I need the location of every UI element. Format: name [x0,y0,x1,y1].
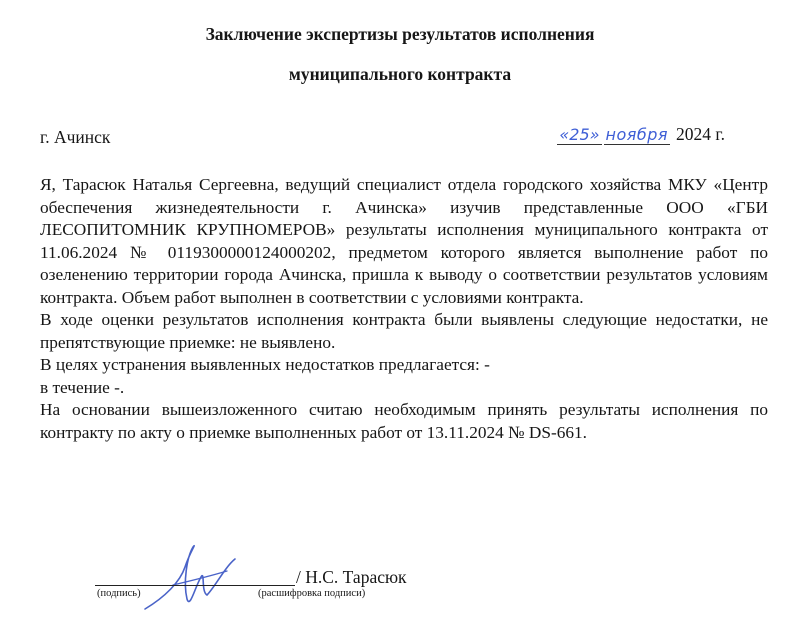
handwritten-day: «25» [559,125,600,144]
city-label: г. Ачинск [40,127,111,147]
decoding-caption: (расшифровка подписи) [258,588,366,599]
body-paragraph-4: в течение -. [40,377,125,397]
signature-caption: (подпись) [97,588,141,599]
handwritten-month: ноября [605,125,669,144]
body-paragraph-2: В ходе оценки результатов исполнения контракта были выявлены следующие недостатки, не препятствующие приемке: не выявлено. [40,310,768,352]
signature-block [0,555,800,615]
document-title-line2: муниципального контракта [288,64,512,84]
signatory-name: / Н.С. Тарасюк [296,567,407,587]
signature-line [95,585,295,586]
document-date [557,124,725,145]
date-year: 2024 г. [676,124,725,144]
document-body [40,174,768,444]
document-title-line1: Заключение экспертизы результатов исполнения [205,24,595,44]
body-paragraph-1: Я, Тарасюк Наталья Сергеевна, ведущий специалист отдела городского хозяйства МКУ «Центр обеспечения жизнедеятельности г. Ачинска» изучив представленные ООО «ГБИ ЛЕСОПИТОМНИК КРУПНОМЕРОВ» результаты исполнения муниципального контракта от 11.06.2024 № 0119300000124000202, предметом которого является выполнение работ по озеленению территории города Ачинска, пришла к выводу о соответствии результатов условиям контракта. Объем работ выполнен в соответствии с условиями контракта. [40,175,768,307]
handwritten-signature [135,537,245,617]
body-paragraph-3: В целях устранения выявленных недостатков предлагается: - [40,355,490,374]
body-paragraph-5: На основании вышеизложенного считаю необходимым принять результаты исполнения по контракту по акту о приемке выполненных работ от 13.11.2024 № DS-661. [40,400,768,442]
